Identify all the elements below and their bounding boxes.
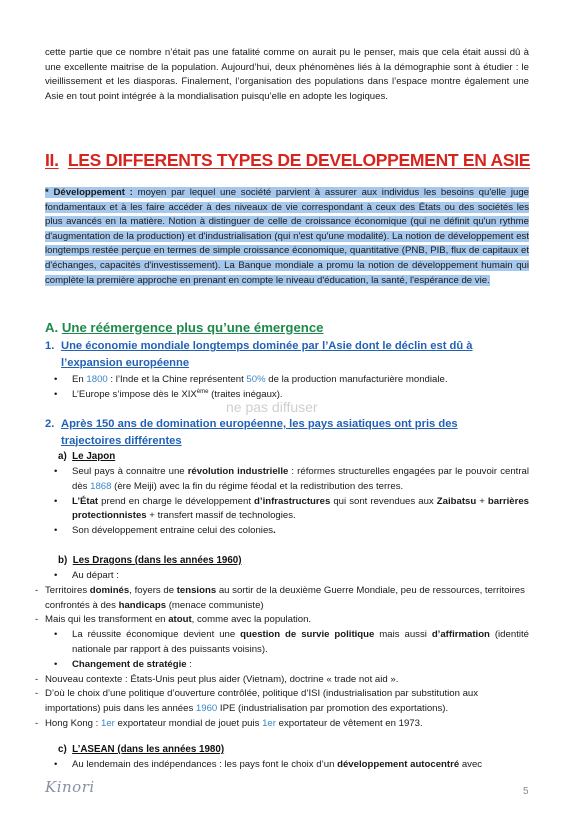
section-2-number: II. [45, 150, 59, 170]
part-1-heading [45, 338, 529, 371]
part-1-title-line2: l’expansion européenne [61, 356, 190, 369]
japon-heading: a) Le Japon [58, 451, 116, 462]
part-2-title-line1: Après 150 ans de domination européenne, les pays asiatiques ont pris des [61, 418, 458, 430]
definition-paragraph [45, 186, 529, 288]
definition-text: moyen par lequel une société parvient à assurer aux individus les besoins qu'elle juge fondamentaux et à les faire accéder à des niveaux de vie correspondant à ceux des États ou des sociétés les plus avancés en la matière. Notion à distinguer de celle de croissance économique (qui ne définit qu'un rythme d'augmentation de la production) et d'industrialisation (qui n'est qu'une modalité). La notion de développement est longtemps restée perçue en termes de simple croissance économique, quantitative (PNB, PIB, flux de capitaux et d'échanges, capacités d'investissement). La Banque mondiale a promu la notion de développement humain qui complète la première approche en prenant en compte le niveau d'éducation, la santé, l'espérance de vie. [45, 187, 529, 286]
part-1-number: 1. [45, 340, 55, 352]
section-a-title: Une réémergence plus qu’une émergence [61, 320, 324, 335]
author-signature: Kinori [45, 778, 95, 796]
section-a-letter: A. [45, 320, 59, 335]
part-1-title-line1: Une économie mondiale longtemps dominée par l’Asie dont le déclin est dû à [61, 340, 473, 352]
list-item: • Changement de stratégie : [45, 658, 529, 673]
list-item: • La réussite économique devient une question de survie politique mais aussi d’affirmation (identité nationale par rapport à des puissants voisins). [45, 628, 529, 658]
part-2-title-line2: trajectoires différentes [61, 434, 182, 447]
list-item: - Hong Kong : 1er exportateur mondial de jouet puis 1er exportateur de vêtement en 1973. [35, 717, 423, 729]
list-item: • Au départ : [45, 569, 529, 584]
japon-bullets [45, 465, 529, 539]
dragons-content [35, 569, 529, 732]
list-item: - Mais qui les transforment en atout, comme avec la population. [35, 614, 312, 626]
list-item: - Nouveau contexte : États-Unis peut plus aider (Vietnam), doctrine « trade not aid ». [35, 673, 399, 685]
list-item: • Son développement entraine celui des colonies. [45, 524, 529, 539]
section-2-title: LES DIFFERENTS TYPES DE DEVELOPPEMENT EN ASIE [67, 150, 531, 170]
dragons-heading: b) Les Dragons (dans les années 1960) [58, 555, 242, 566]
list-item: • Seul pays à connaitre une révolution industrielle : réformes structurelles engagées par le pouvoir central dès 1868 (ère Meiji) avec la fin du régime féodal et la redistribution des terres. [45, 465, 529, 495]
intro-paragraph: cette partie que ce nombre n’était pas une fatalité comme on aurait pu le penser, mais que cela était aussi dû à une excellente maitrise de la population. Aujourd’hui, deux phénomènes liés à la démographie sont à étudier : le vieillissement et les diasporas. Finalement, l’organisation des populations dans l’espace montre également une Asie en tout point intégrée à la mondialisation puisqu’elle en adopte les logiques. [45, 47, 529, 102]
list-item: • Au lendemain des indépendances : les pays font le choix d’un développement autocentré avec [45, 758, 529, 773]
list-item: - Territoires dominés, foyers de tensions au sortir de la deuxième Guerre Mondiale, peu de ressources, territoires confrontés à des handicaps (menace communiste) [35, 584, 525, 611]
part-2-number: 2. [45, 418, 55, 430]
asean-heading: c) L’ASEAN (dans les années 1980) [58, 744, 225, 755]
definition-label: * Développement : [45, 187, 133, 198]
list-item: • En 1800 : l’Inde et la Chine représentent 50% de la production manufacturière mondiale. [45, 373, 529, 388]
part-2-heading [45, 416, 529, 449]
asean-bullets [45, 758, 529, 773]
watermark: ne pas diffuser [226, 399, 318, 415]
section-2-heading [45, 150, 530, 171]
page-number: 5 [523, 786, 529, 797]
list-item: • L’Europe s’impose dès le XIXème (traites inégaux). [45, 388, 529, 403]
section-a-heading [45, 320, 324, 335]
list-item: • L’État prend en charge le développement d’infrastructures qui sont revendues aux Zaibatsu + barrières protectionnistes + transfert massif de technologies. [45, 495, 529, 525]
list-item: - D’où le choix d’une politique d’ouverture contrôlée, politique d’ISI (industrialisation par substitution aux importations) puis dans les années 1960 IPE (industrialisation par promotion des exportations). [35, 688, 479, 715]
